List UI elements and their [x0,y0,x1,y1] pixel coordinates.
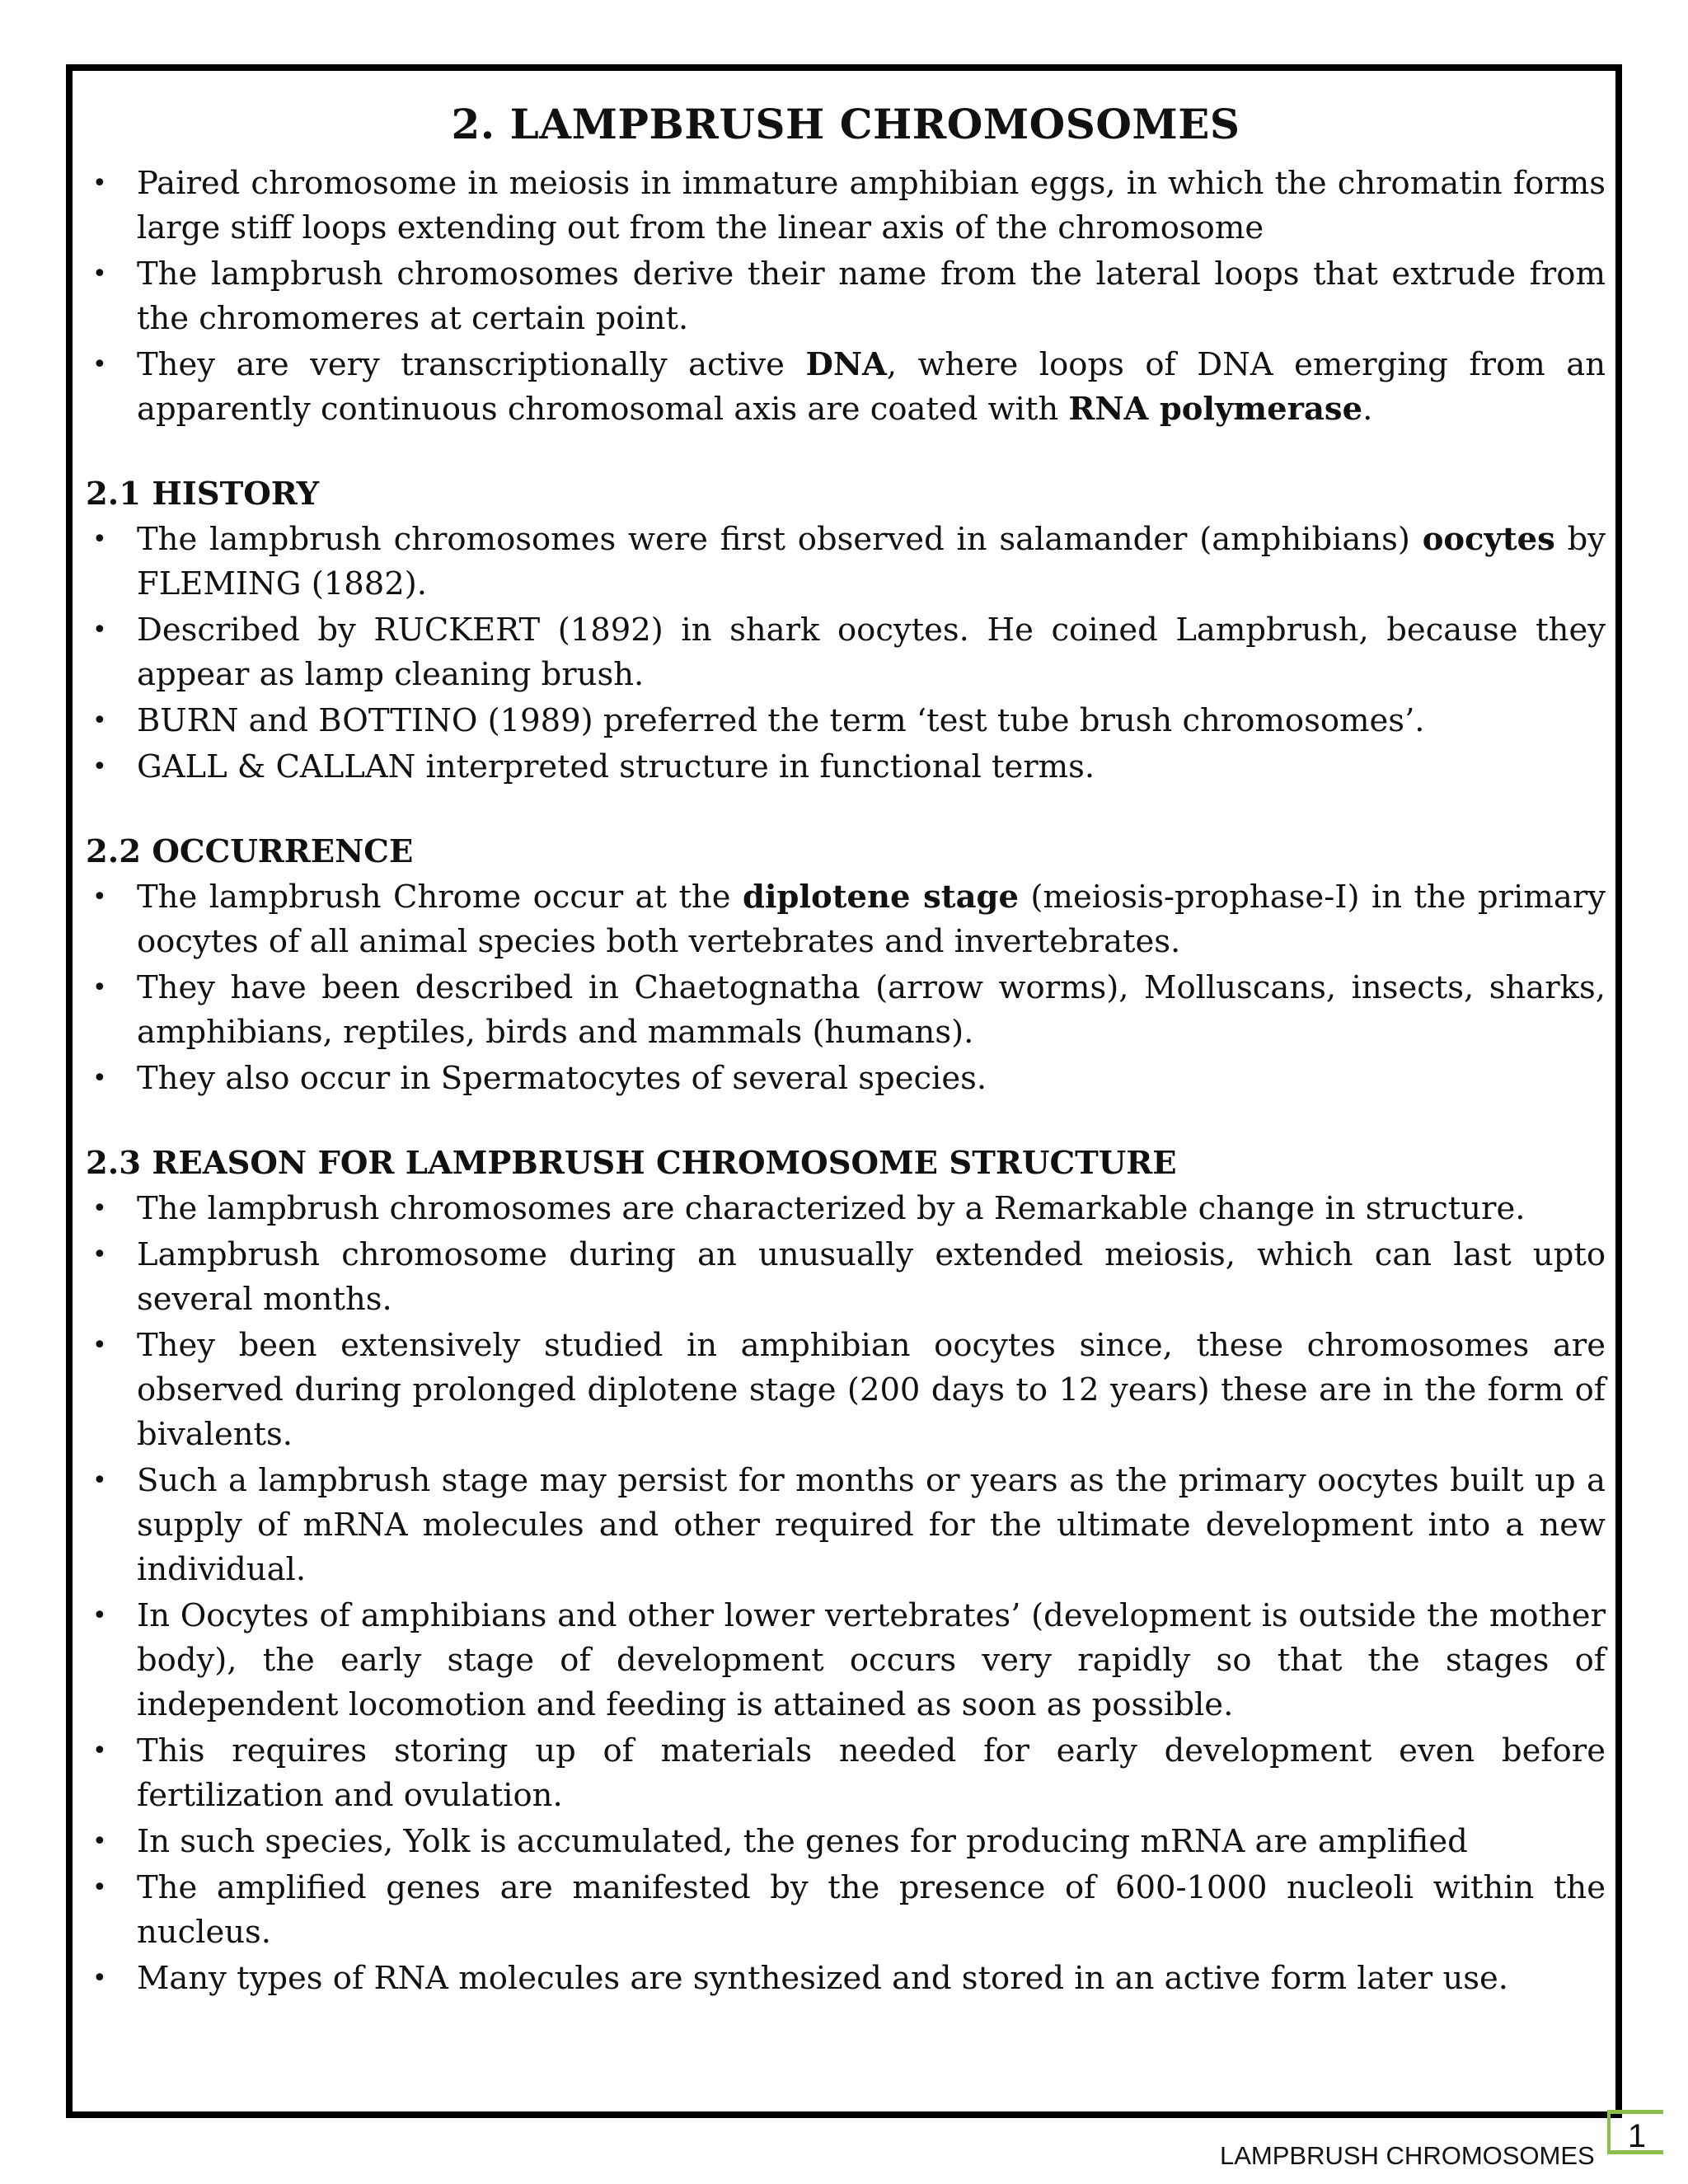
text-run: The lampbrush chromosomes are characterized by a Remarkable change in structure. [137,1190,1526,1227]
text-run: The amplified genes are manifested by the presence of 600-1000 nucleoli within the nucleus. [137,1869,1606,1951]
bullet-icon: • [92,169,107,198]
text-run: Lampbrush chromosome during an unusually extended meiosis, which can last upto several months. [137,1236,1606,1318]
bullet-icon: • [92,350,107,379]
bullet-item [86,1233,1606,1322]
bullet-icon: • [92,752,107,781]
bullet-icon: • [92,616,107,644]
bullet-icon: • [92,1964,107,1993]
bullet-item [86,1594,1606,1727]
text-run: The lampbrush Chrome occur at the [137,879,743,916]
document-body [86,97,1606,2003]
bullet-icon: • [92,883,107,912]
bullet-icon: • [92,525,107,554]
bold-term: RNA polymerase [1068,391,1363,428]
bullet-item [86,252,1606,341]
bullet-icon: • [92,1194,107,1223]
bullet-item [86,745,1606,790]
bullet-item [86,1459,1606,1592]
bold-term: diplotene stage [742,879,1019,916]
section-heading: 2.3 REASON FOR LAMPBRUSH CHROMOSOME STRUCTURE [86,1145,1177,1182]
bullet-item [86,1057,1606,1101]
text-run: They been extensively studied in amphibian oocytes since, these chromosomes are observed during prolonged diplotene stage (200 days to 12 years) these are in the form of bivalents. [137,1327,1606,1453]
bullet-icon: • [92,1466,107,1495]
bullet-item [86,1820,1606,1864]
bullet-item [86,518,1606,607]
text-run: (meiosis-prophase-I) in the primary oocytes of all animal species both vertebrates and invertebrates. [137,879,1606,960]
text-run: The lampbrush chromosomes derive their name from the lateral loops that extrude from the chromomeres at certain point. [137,255,1606,337]
bullet-item [86,1324,1606,1457]
bold-term: DNA [805,346,887,383]
intro-bullet-list [86,162,1606,432]
section [86,829,1606,1101]
bullet-item [86,875,1606,964]
bullet-item [86,966,1606,1055]
bold-term: oocytes [1422,521,1555,558]
text-run: Described by RUCKERT (1892) in shark oocytes. He coined Lampbrush, because they appear as lamp cleaning brush. [137,612,1606,693]
section-bullet-list [86,1187,1606,2001]
section [86,1141,1606,2001]
bullet-icon: • [92,1331,107,1360]
section [86,471,1606,790]
bullet-item [86,1957,1606,2001]
section-heading: 2.2 OCCURRENCE [86,833,414,870]
text-run: Paired chromosome in meiosis in immature amphibian eggs, in which the chromatin forms large stiff loops extending out from the linear axis of the chromosome [137,165,1606,246]
text-run: by FLEMING (1882). [137,521,1606,602]
text-run: They are very transcriptionally active [137,346,806,383]
sections-container [86,471,1606,2001]
bullet-item [86,699,1606,743]
text-run: Many types of RNA molecules are synthesized and stored in an active form later use. [137,1960,1509,1997]
bullet-item [86,162,1606,251]
bullet-icon: • [92,1736,107,1765]
bullet-icon: • [92,706,107,735]
document-title: 2. LAMPBRUSH CHROMOSOMES [451,100,1240,148]
bullet-icon: • [92,1064,107,1093]
text-run: . [1362,391,1373,428]
text-run: , where loops of DNA emerging from an apparently continuous chromosomal axis are coated with [137,346,1606,428]
section-bullet-list [86,518,1606,790]
text-run: The lampbrush chromosomes were first observed in salamander (amphibians) [137,521,1423,558]
bullet-icon: • [92,1601,107,1630]
bullet-icon: • [92,260,107,288]
text-run: They have been described in Chaetognatha (arrow worms), Molluscans, insects, sharks, amphibians, reptiles, birds and mammals (humans). [137,969,1606,1051]
text-run: BURN and BOTTINO (1989) preferred the term ‘test tube brush chromosomes’. [137,702,1425,739]
section-heading: 2.1 HISTORY [86,476,320,513]
text-run: This requires storing up of materials needed for early development even before fertilization and ovulation. [137,1732,1606,1814]
bullet-icon: • [92,1827,107,1856]
bullet-icon: • [92,1240,107,1269]
bullet-item [86,1866,1606,1955]
page-number: 1 [1607,2110,1663,2154]
bullet-item [86,1187,1606,1231]
text-run: In Oocytes of amphibians and other lower vertebrates’ (development is outside the mother body), the early stage of development occurs very rapidly so that the stages of independent locomotion and feeding is attained as soon as possible. [137,1597,1606,1723]
bullet-item [86,343,1606,432]
text-run: They also occur in Spermatocytes of several species. [137,1060,987,1097]
text-run: GALL & CALLAN interpreted structure in functional terms. [137,748,1095,785]
text-run: Such a lampbrush stage may persist for months or years as the primary oocytes built up a supply of mRNA molecules and other required for the ultimate development into a new individual. [137,1462,1606,1588]
bullet-item [86,608,1606,697]
bullet-icon: • [92,1873,107,1902]
bullet-item [86,1729,1606,1818]
bullet-icon: • [92,973,107,1002]
running-footer-title: LAMPBRUSH CHROMOSOMES [1220,2141,1595,2170]
text-run: In such species, Yolk is accumulated, the genes for producing mRNA are amplified [137,1823,1468,1860]
section-bullet-list [86,875,1606,1101]
